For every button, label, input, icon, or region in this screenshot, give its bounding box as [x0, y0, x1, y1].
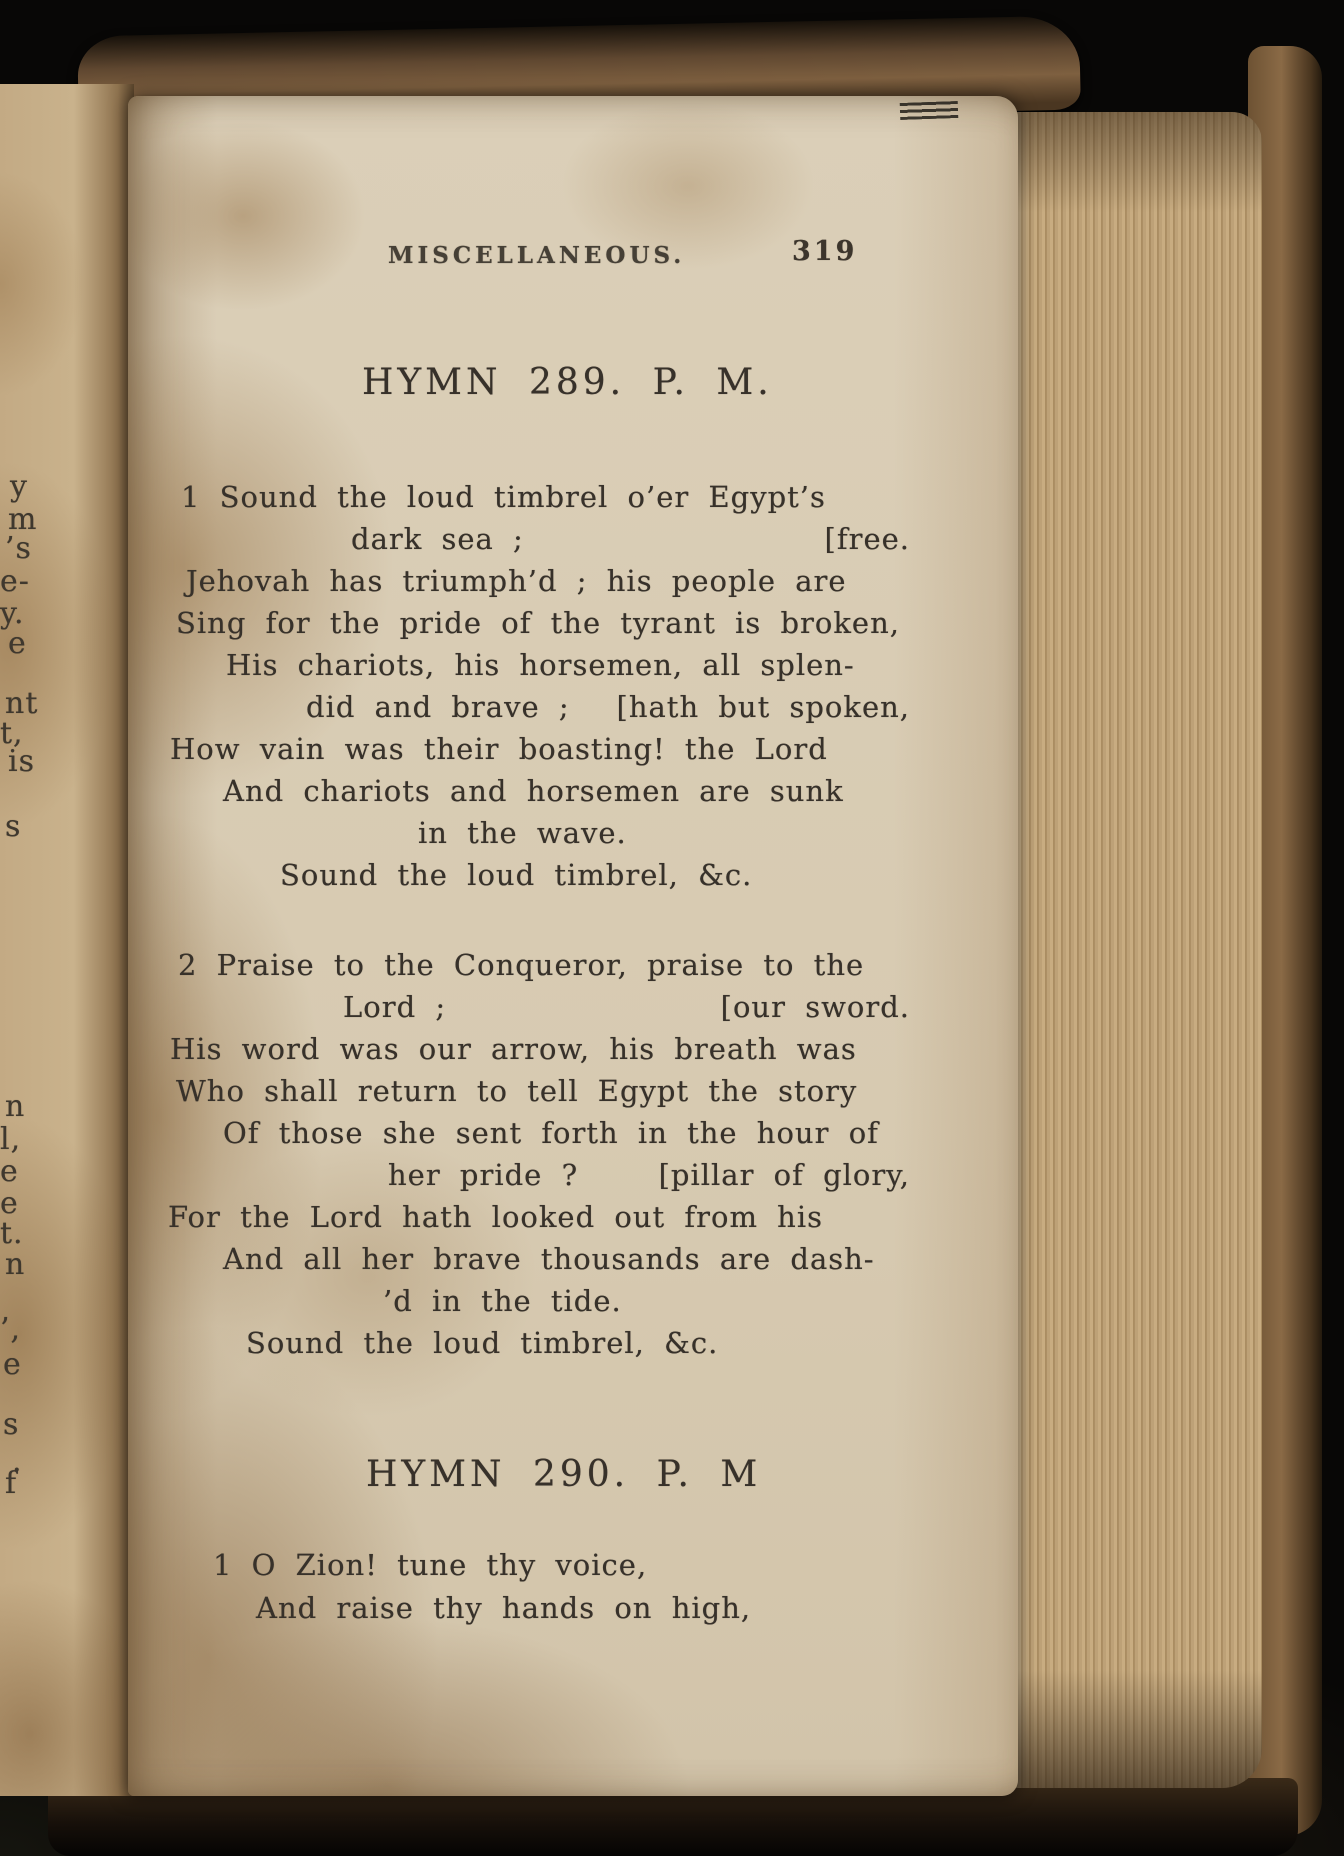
verse-line: Jehovah has triumph’d ; his people are: [186, 564, 847, 598]
verse-line-text: Lord ;: [343, 990, 447, 1024]
verse-line: 2 Praise to the Conqueror, praise to the: [178, 948, 865, 982]
verse-line: His chariots, his horsemen, all splen-: [226, 648, 855, 682]
facing-page-fragment: e: [0, 1154, 19, 1189]
facing-page-fragment: ’,: [0, 1312, 22, 1347]
hymn-289-verse-1: [168, 476, 910, 896]
verse-line-text: her pride ?: [388, 1158, 579, 1192]
facing-page-fragment: l,: [0, 1122, 22, 1157]
facing-page-fragment: e-: [0, 564, 30, 599]
running-header-section-title: MISCELLANEOUS.: [388, 242, 686, 269]
bracket-carryover-text: [hath but spoken,: [616, 690, 910, 724]
printers-mark: [900, 101, 959, 120]
facing-page-sliver: [0, 84, 134, 1796]
verse-line: in the wave.: [418, 816, 627, 850]
facing-page-fragment: e: [8, 626, 27, 661]
facing-page-fragment: e: [0, 1186, 19, 1221]
facing-page-fragment: y.: [0, 596, 25, 631]
verse-line: His word was our arrow, his breath was: [170, 1032, 857, 1066]
facing-page-fragment: t,: [0, 716, 24, 751]
facing-page-fragment: is: [8, 744, 35, 779]
verse-line: 1 Sound the loud timbrel o’er Egypt’s: [181, 480, 826, 514]
hymn-290-title: HYMN 290. P. M: [366, 1454, 762, 1495]
facing-page-fragment: n: [5, 1089, 26, 1124]
verse-line: ’d in the tide.: [383, 1284, 622, 1318]
verse-line: 1 O Zion! tune thy voice,: [213, 1548, 648, 1582]
verse-line: [168, 1154, 910, 1196]
verse-line-text: did and brave ;: [306, 690, 570, 724]
hymn-289-verse-2: [168, 944, 910, 1364]
verse-line: How vain was their boasting! the Lord: [170, 732, 828, 766]
fore-edge-page-stack: [1010, 112, 1262, 1788]
facing-page-fragment: s: [5, 809, 22, 844]
verse-line: For the Lord hath looked out from his: [168, 1200, 823, 1234]
hymn-290-verse-1: [168, 1544, 910, 1630]
verse-line-text: dark sea ;: [351, 522, 524, 556]
verse-line: [168, 986, 910, 1028]
facing-page-fragment: y: [10, 469, 28, 504]
verse-line: Sound the loud timbrel, &c.: [280, 858, 753, 892]
verse-line: And raise thy hands on high,: [256, 1591, 752, 1625]
verse-line: And all her brave thousands are dash-: [223, 1242, 875, 1276]
facing-page-fragment: e: [3, 1347, 22, 1382]
facing-page-fragment: nt: [5, 686, 39, 721]
hymnal-page: [128, 96, 1018, 1796]
bracket-carryover-text: [our sword.: [720, 990, 910, 1024]
verse-line: And chariots and horsemen are sunk: [223, 774, 844, 808]
facing-page-fragment: n: [5, 1247, 26, 1282]
verse-line: Who shall return to tell Egypt the story: [176, 1074, 858, 1108]
facing-page-fragment: .: [12, 1444, 23, 1479]
verse-line: Sing for the pride of the tyrant is broken,: [176, 606, 900, 640]
facing-page-fragment: t.: [0, 1216, 24, 1251]
verse-line: [168, 686, 910, 728]
facing-page-fragment: f: [5, 1466, 18, 1501]
bracket-carryover-text: [free.: [824, 522, 910, 556]
verse-line: Of those she sent forth in the hour of: [223, 1116, 879, 1150]
verse-line: [168, 518, 910, 560]
facing-page-fragment: ’s: [5, 531, 32, 566]
verse-line: Sound the loud timbrel, &c.: [246, 1326, 719, 1360]
bracket-carryover-text: [pillar of glory,: [658, 1158, 910, 1192]
hymn-289-title: HYMN 289. P. M.: [362, 362, 773, 403]
facing-page-fragment: s: [3, 1407, 20, 1442]
facing-page-fragment: m: [8, 502, 38, 537]
page-number: 319: [792, 236, 858, 267]
